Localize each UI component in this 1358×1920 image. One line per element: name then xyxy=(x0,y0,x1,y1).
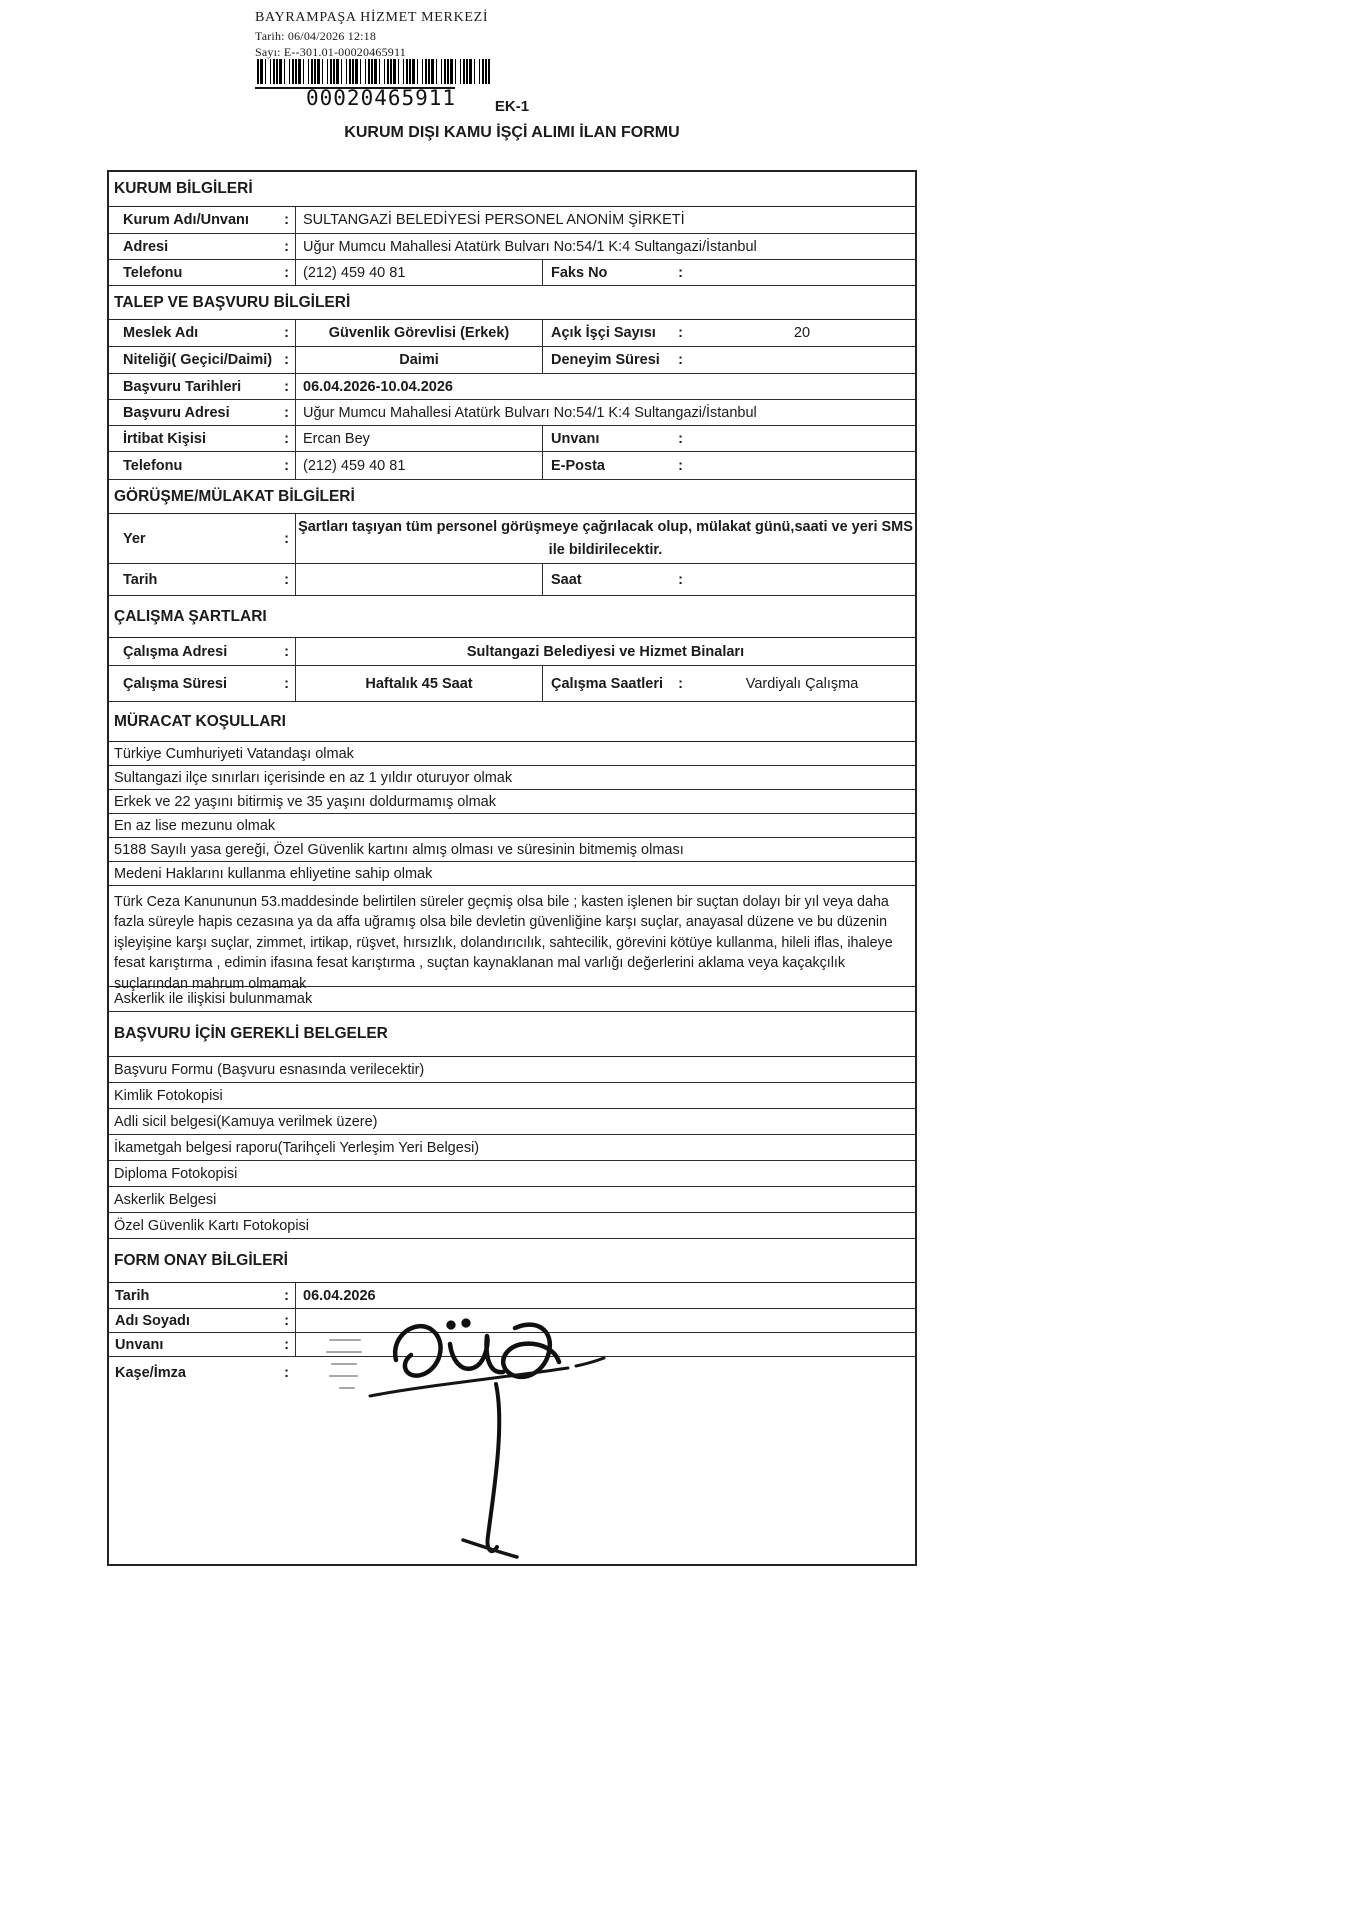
document-item xyxy=(109,1187,915,1213)
field-label xyxy=(543,320,689,346)
left-cell xyxy=(109,666,543,701)
field-label-text: Kurum Adı/Unvanı xyxy=(123,212,249,228)
section-header-belgeler xyxy=(109,1012,915,1057)
colon: : xyxy=(678,675,683,692)
colon: : xyxy=(678,325,683,341)
letterhead-date-line: Tarih: 06/04/2026 12:18 xyxy=(255,29,377,43)
field-label xyxy=(109,1309,295,1332)
field-value: Uğur Mumcu Mahallesi Atatürk Bulvarı No:54/1 K:4 Sultangazi/İstanbul xyxy=(295,234,915,259)
document-text: Özel Güvenlik Kartı Fotokopisi xyxy=(114,1217,310,1234)
left-cell xyxy=(109,564,543,595)
field-label-text: E-Posta xyxy=(551,457,605,474)
field-label xyxy=(543,260,689,285)
requirement-text: Sultangazi ilçe sınırları içerisinde en az 1 yıldır oturuyor olmak xyxy=(114,769,513,786)
field-label-text: Deneyim Süresi xyxy=(551,352,660,368)
document-text: Adli sicil belgesi(Kamuya verilmek üzere) xyxy=(114,1113,378,1130)
document-item xyxy=(109,1057,915,1083)
field-row-nitelik-deneyim xyxy=(109,347,915,374)
requirement-item xyxy=(109,838,915,862)
field-row-tarih-saat xyxy=(109,564,915,596)
field-value xyxy=(295,564,542,595)
section-title: BAŞVURU İÇİN GEREKLİ BELGELER xyxy=(114,1025,388,1042)
requirement-text: Erkek ve 22 yaşını bitirmiş ve 35 yaşını doldurmamış olmak xyxy=(114,793,496,810)
document-item xyxy=(109,1161,915,1187)
document-item xyxy=(109,1135,915,1161)
field-label xyxy=(109,452,295,479)
field-value: (212) 459 40 81 xyxy=(295,452,542,479)
barcode xyxy=(257,59,490,84)
right-cell xyxy=(543,426,915,451)
field-value xyxy=(295,1309,915,1332)
field-label xyxy=(109,400,295,425)
field-label-text: Unvanı xyxy=(551,430,600,447)
field-row-basvuru-tarihleri xyxy=(109,374,915,400)
requirement-item xyxy=(109,790,915,814)
right-cell xyxy=(543,564,915,595)
right-cell xyxy=(543,347,915,373)
field-label xyxy=(543,452,689,479)
field-label-text: Çalışma Adresi xyxy=(123,643,228,660)
requirement-text: Medeni Haklarını kullanma ehliyetine sahip olmak xyxy=(114,865,433,882)
field-value: SULTANGAZİ BELEDİYESİ PERSONEL ANONİM ŞİRKETİ xyxy=(295,207,915,233)
field-label-text: Tarih xyxy=(123,571,158,588)
field-label-text: Faks No xyxy=(551,264,608,281)
field-label xyxy=(109,1283,295,1308)
field-row-yer xyxy=(109,514,915,564)
colon: : xyxy=(284,1365,289,1381)
colon: : xyxy=(284,1312,289,1329)
left-cell xyxy=(109,452,543,479)
field-value xyxy=(295,1333,915,1356)
field-label xyxy=(109,207,295,233)
document-item xyxy=(109,1083,915,1109)
letterhead-sayi-line: Sayı: E--301.01-00020465911 xyxy=(255,44,406,59)
field-value: Daimi xyxy=(295,347,542,373)
field-row-telefonu-faks xyxy=(109,260,915,286)
document-item xyxy=(109,1213,915,1239)
field-value: Vardiyalı Çalışma xyxy=(745,675,859,692)
field-row-kase-imza xyxy=(109,1357,915,1564)
colon: : xyxy=(284,1336,289,1353)
form-title: KURUM DIŞI KAMU İŞÇİ ALIMI İLAN FORMU xyxy=(344,124,680,141)
field-label xyxy=(543,564,689,595)
field-label xyxy=(109,514,295,563)
letterhead-center-name: BAYRAMPAŞA HİZMET MERKEZİ xyxy=(255,10,489,25)
field-label xyxy=(109,564,295,595)
field-label-text: Tarih xyxy=(115,1287,150,1304)
left-cell xyxy=(109,426,543,451)
field-label-text: İrtibat Kişisi xyxy=(123,430,206,447)
field-label xyxy=(109,374,295,399)
section-header-talep xyxy=(109,286,915,320)
field-label-text: Unvanı xyxy=(115,1336,164,1353)
field-row-onay-tarih xyxy=(109,1283,915,1309)
colon: : xyxy=(284,238,289,255)
field-label-text: Çalışma Süresi xyxy=(123,675,227,692)
requirement-item xyxy=(109,862,915,886)
colon: : xyxy=(678,352,683,368)
barcode-number: 00020465911 xyxy=(306,86,457,110)
colon: : xyxy=(284,675,289,692)
field-value: Güvenlik Görevlisi (Erkek) xyxy=(295,320,542,346)
left-cell xyxy=(109,260,543,285)
right-cell xyxy=(543,666,915,701)
field-label xyxy=(109,666,295,701)
field-label xyxy=(109,347,295,373)
section-title: GÖRÜŞME/MÜLAKAT BİLGİLERİ xyxy=(114,487,355,505)
field-label-text: Kaşe/İmza xyxy=(115,1365,186,1381)
colon: : xyxy=(284,530,289,547)
right-cell xyxy=(543,452,915,479)
colon: : xyxy=(284,457,289,474)
requirement-text: 5188 Sayılı yasa gereği, Özel Güvenlik kartını almış olması ve süresinin bitmemiş olması xyxy=(114,841,684,858)
section-title: MÜRACAT KOŞULLARI xyxy=(114,712,286,730)
section-header-muracat xyxy=(109,702,915,742)
colon: : xyxy=(678,430,683,447)
field-label-text: Saat xyxy=(551,571,582,588)
field-label-text: Telefonu xyxy=(123,457,183,474)
right-cell xyxy=(543,320,915,346)
document-item xyxy=(109,1109,915,1135)
signature-area xyxy=(295,1357,915,1564)
field-value xyxy=(689,426,915,451)
field-label xyxy=(543,347,689,373)
field-label xyxy=(109,1357,295,1564)
field-row-telefon-eposta xyxy=(109,452,915,480)
field-label-text: Meslek Adı xyxy=(123,325,199,341)
field-value xyxy=(689,564,915,595)
field-row-onay-adi-soyadi xyxy=(109,1309,915,1333)
colon: : xyxy=(284,212,289,228)
requirement-item xyxy=(109,766,915,790)
document-text: Askerlik Belgesi xyxy=(114,1191,217,1208)
field-value xyxy=(689,347,915,373)
field-value: Ercan Bey xyxy=(295,426,542,451)
field-label xyxy=(109,1333,295,1356)
field-row-kurum-adi xyxy=(109,207,915,234)
section-title: TALEP VE BAŞVURU BİLGİLERİ xyxy=(114,293,351,311)
section-header-onay xyxy=(109,1239,915,1283)
field-label xyxy=(543,426,689,451)
field-label xyxy=(543,666,689,701)
colon: : xyxy=(284,325,289,341)
colon: : xyxy=(678,457,683,474)
left-cell xyxy=(109,320,543,346)
field-label-text: Başvuru Adresi xyxy=(123,404,230,421)
document-text: Diploma Fotokopisi xyxy=(114,1165,238,1182)
requirement-text: Türkiye Cumhuriyeti Vatandaşı olmak xyxy=(114,745,354,762)
document-text: İkametgah belgesi raporu(Tarihçeli Yerleşim Yeri Belgesi) xyxy=(114,1139,480,1156)
colon: : xyxy=(678,571,683,588)
field-row-basvuru-adresi xyxy=(109,400,915,426)
letterhead xyxy=(255,10,488,60)
field-label-text: Çalışma Saatleri xyxy=(551,675,664,692)
colon: : xyxy=(284,264,289,281)
section-title: FORM ONAY BİLGİLERİ xyxy=(114,1251,288,1269)
field-value: 06.04.2026 xyxy=(295,1283,915,1308)
requirement-item xyxy=(109,742,915,766)
field-value xyxy=(689,452,915,479)
field-label xyxy=(109,638,295,665)
section-header-kurum xyxy=(109,172,915,207)
field-value xyxy=(689,260,915,285)
field-row-calisma-suresi-saatleri xyxy=(109,666,915,702)
field-label-text: Telefonu xyxy=(123,264,183,281)
colon: : xyxy=(284,430,289,447)
field-value: Sultangazi Belediyesi ve Hizmet Binaları xyxy=(295,638,915,665)
field-label xyxy=(109,426,295,451)
field-row-meslek-acikisci xyxy=(109,320,915,347)
field-label xyxy=(109,234,295,259)
field-value: 06.04.2026-10.04.2026 xyxy=(295,374,915,399)
colon: : xyxy=(284,352,289,368)
requirement-item xyxy=(109,987,915,1012)
requirement-text: Askerlik ile ilişkisi bulunmamak xyxy=(114,991,313,1007)
field-value: Uğur Mumcu Mahallesi Atatürk Bulvarı No:54/1 K:4 Sultangazi/İstanbul xyxy=(295,400,915,425)
document-text: Kimlik Fotokopisi xyxy=(114,1087,223,1104)
colon: : xyxy=(284,571,289,588)
ek-label: EK-1 xyxy=(494,98,530,115)
field-value: 20 xyxy=(793,325,811,341)
field-label xyxy=(109,320,295,346)
form-table xyxy=(107,170,917,1566)
field-label-text: Adı Soyadı xyxy=(115,1312,190,1329)
right-cell xyxy=(543,260,915,285)
section-title: ÇALIŞMA ŞARTLARI xyxy=(114,607,267,625)
field-value: (212) 459 40 81 xyxy=(295,260,542,285)
section-header-calisma xyxy=(109,596,915,638)
field-label-text: Açık İşçi Sayısı xyxy=(551,325,656,341)
section-title: KURUM BİLGİLERİ xyxy=(114,180,253,197)
colon: : xyxy=(284,1287,289,1304)
field-row-adresi xyxy=(109,234,915,260)
field-row-calisma-adresi xyxy=(109,638,915,666)
field-value: Haftalık 45 Saat xyxy=(295,666,542,701)
field-label-text: Başvuru Tarihleri xyxy=(123,378,242,395)
requirement-text: En az lise mezunu olmak xyxy=(114,817,276,834)
field-label xyxy=(109,260,295,285)
colon: : xyxy=(678,264,683,281)
section-header-gorusme xyxy=(109,480,915,514)
field-label-text: Adresi xyxy=(123,238,169,255)
field-row-onay-unvani xyxy=(109,1333,915,1357)
left-cell xyxy=(109,347,543,373)
colon: : xyxy=(284,404,289,421)
colon: : xyxy=(284,643,289,660)
document-text: Başvuru Formu (Başvuru esnasında verilecektir) xyxy=(114,1061,425,1078)
field-label-text: Yer xyxy=(123,530,146,547)
colon: : xyxy=(284,378,289,395)
field-value: Şartları taşıyan tüm personel görüşmeye çağrılacak olup, mülakat günü,saati ve yeri SMS ile bildirilecektir. xyxy=(295,514,915,563)
requirement-paragraph: Türk Ceza Kanununun 53.maddesinde belirtilen süreler geçmiş olsa bile ; kasten işlenen bir suçtan dolayı bir yıl veya daha fazla süreyle hapis cezasına ya da affa uğramış olsa bile devletin güvenliğine karşı suçlar, anayasal düzene ve bu düzenin işleyişine karşı suçlar, zimmet, irtikap, rüşvet, hırsızlık, dolandırıcılık, sahtecilik, görevini kötüye kullanma, hileli iflas, ihaleye fesat karıştırma , edimin ifasına fesat karıştırma , suçtan kaynaklanan mal varlığı değerlerini aklama veya kaçakçılık suçlarından mahrum olmamak xyxy=(109,886,915,987)
requirement-item xyxy=(109,814,915,838)
field-label-text: Niteliği( Geçici/Daimi) xyxy=(123,352,273,368)
field-row-irtibat-unvan xyxy=(109,426,915,452)
